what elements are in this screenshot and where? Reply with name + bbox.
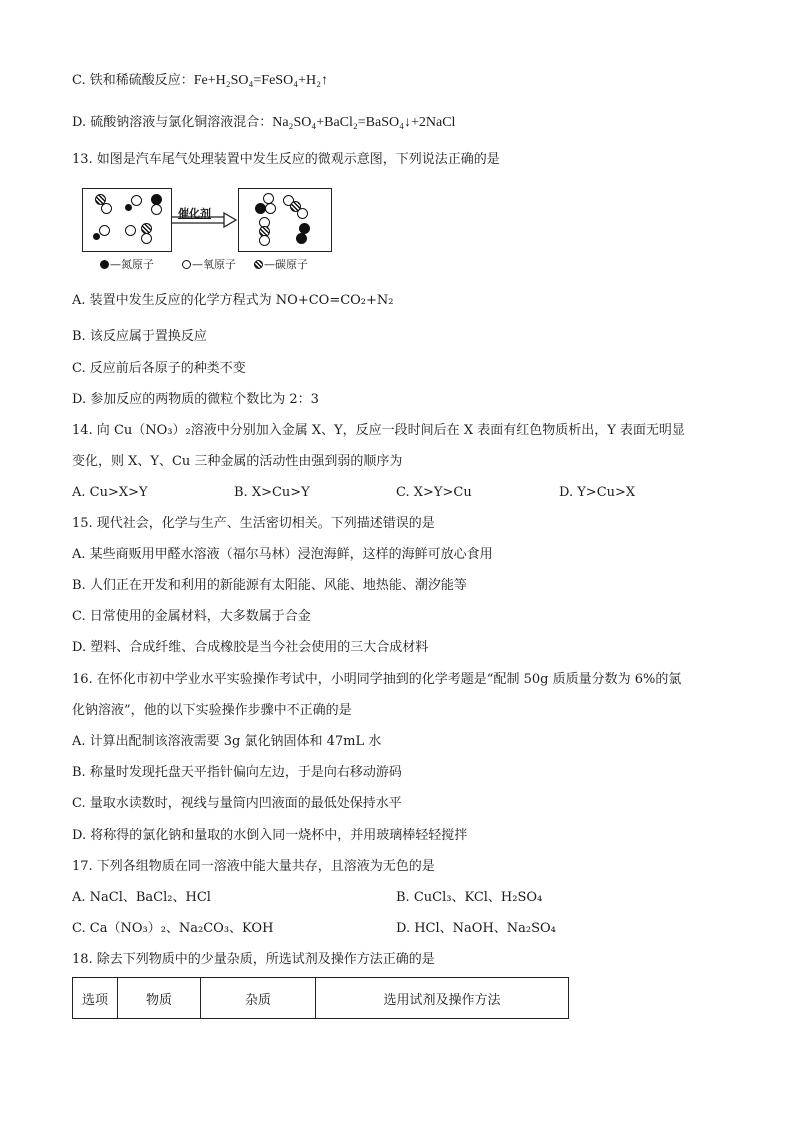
q12-option-c-label: C. 铁和稀硫酸反应： — [72, 73, 194, 88]
nitrogen-atom — [125, 204, 132, 211]
legend-oxygen — [182, 256, 236, 272]
q14-option-c: C. X>Y>Cu — [396, 485, 472, 500]
oxygen-atom — [131, 195, 142, 206]
oxygen-atom — [151, 204, 162, 215]
oxygen-atom — [101, 203, 112, 214]
q14-option-a: A. Cu>X>Y — [72, 485, 148, 500]
oxygen-atom — [141, 233, 152, 244]
q17-option-c: C. Ca（NO₃）₂、Na₂CO₃、KOH — [72, 921, 274, 936]
oxygen-legend-icon — [182, 260, 191, 269]
q16-option-b: B. 称量时发现托盘天平指针偏向左边，于是向右移动游码 — [72, 765, 402, 780]
catalyst-label: 催化剂 — [178, 207, 211, 220]
q15-option-a: A. 某些商贩用甲醛水溶液（福尔马林）浸泡海鲜，这样的海鲜可放心食用 — [72, 547, 493, 562]
q15-option-d: D. 塑料、合成纤维、合成橡胶是当今社会使用的三大合成材料 — [72, 640, 429, 655]
oxygen-atom — [99, 225, 110, 236]
q16-option-d: D. 将称得的氯化钠和量取的水倒入同一烧杯中，并用玻璃棒轻轻搅拌 — [72, 828, 468, 843]
q17-stem: 17. 下列各组物质在同一溶液中能大量共存，且溶液为无色的是 — [72, 859, 435, 874]
q14-option-b: B. X>Cu>Y — [234, 485, 310, 500]
q18-table — [72, 977, 569, 1019]
q16-option-a: A. 计算出配制该溶液需要 3g 氯化钠固体和 47mL 水 — [72, 734, 382, 749]
q14-option-d: D. Y>Cu>X — [559, 485, 636, 500]
legend-oxygen-text: —氧原子 — [192, 258, 236, 271]
oxygen-atom — [259, 235, 270, 246]
reactant-box — [82, 188, 172, 252]
oxygen-atom — [125, 225, 136, 236]
q15-stem: 15. 现代社会，化学与生产、生活密切相关。下列描述错误的是 — [72, 516, 435, 531]
table-header-impurity: 杂质 — [201, 978, 316, 1019]
nitrogen-legend-icon — [100, 260, 109, 269]
q12-option-c-formula: Fe+H₂SO₄=FeSO₄+H₂↑ — [193, 73, 328, 88]
table-header-row — [73, 978, 569, 1019]
legend-carbon-text: —碳原子 — [264, 258, 308, 271]
q12-option-d-formula: Na₂SO₄+BaCl₂=BaSO₄↓+2NaCl — [272, 115, 456, 130]
legend-carbon — [254, 256, 308, 272]
q15-option-b: B. 人们正在开发和利用的新能源有太阳能、风能、地热能、潮汐能等 — [72, 578, 467, 593]
q12-option-d-label: D. 硫酸钠溶液与氯化铜溶液混合： — [72, 115, 273, 130]
q17-option-d: D. HCl、NaOH、Na₂SO₄ — [396, 921, 556, 936]
q12-option-d — [72, 114, 455, 132]
q16-stem-line1: 16. 在怀化市初中学业水平实验操作考试中，小明同学抽到的化学考题是“配制 50g 质质量分数为 6%的氯 — [72, 672, 682, 687]
q13-option-d: D. 参加反应的两物质的微粒个数比为 2：3 — [72, 392, 319, 407]
product-box — [238, 188, 332, 252]
q14-stem-line2: 变化，则 X、Y、Cu 三种金属的活动性由强到弱的顺序为 — [72, 454, 403, 469]
q17-option-a: A. NaCl、BaCl₂、HCl — [72, 890, 211, 905]
q13-stem: 13. 如图是汽车尾气处理装置中发生反应的微观示意图，下列说法正确的是 — [72, 152, 500, 167]
oxygen-atom — [265, 203, 276, 214]
nitrogen-atom — [93, 233, 100, 240]
table-header-substance: 物质 — [118, 978, 201, 1019]
q17-option-b: B. CuCl₃、KCl、H₂SO₄ — [396, 890, 543, 905]
q16-stem-line2: 化钠溶液”，他的以下实验操作步骤中不正确的是 — [72, 703, 352, 718]
q14-stem-line1: 14. 向 Cu（NO₃）₂溶液中分别加入金属 X、Y，反应一段时间后在 X 表面有红色物质析出，Y 表面无明显 — [72, 423, 685, 438]
q16-option-c: C. 量取水读数时，视线与量筒内凹液面的最低处保持水平 — [72, 796, 402, 811]
nitrogen-atom — [296, 233, 307, 244]
legend-nitrogen-text: —氮原子 — [110, 258, 154, 271]
q13-option-a: A. 装置中发生反应的化学方程式为 NO+CO=CO₂+N₂ — [72, 293, 394, 308]
q13-option-c: C. 反应前后各原子的种类不变 — [72, 361, 246, 376]
q15-option-c: C. 日常使用的金属材料，大多数属于合金 — [72, 609, 311, 624]
oxygen-atom — [297, 208, 308, 219]
q18-stem: 18. 除去下列物质中的少量杂质，所选试剂及操作方法正确的是 — [72, 952, 435, 967]
legend-nitrogen — [100, 256, 154, 272]
carbon-legend-icon — [254, 260, 263, 269]
q13-option-b: B. 该反应属于置换反应 — [72, 329, 207, 344]
table-header-method: 选用试剂及操作方法 — [316, 978, 569, 1019]
table-header-option: 选项 — [73, 978, 118, 1019]
q12-option-c — [72, 72, 328, 90]
reaction-arrow-icon — [170, 212, 238, 228]
